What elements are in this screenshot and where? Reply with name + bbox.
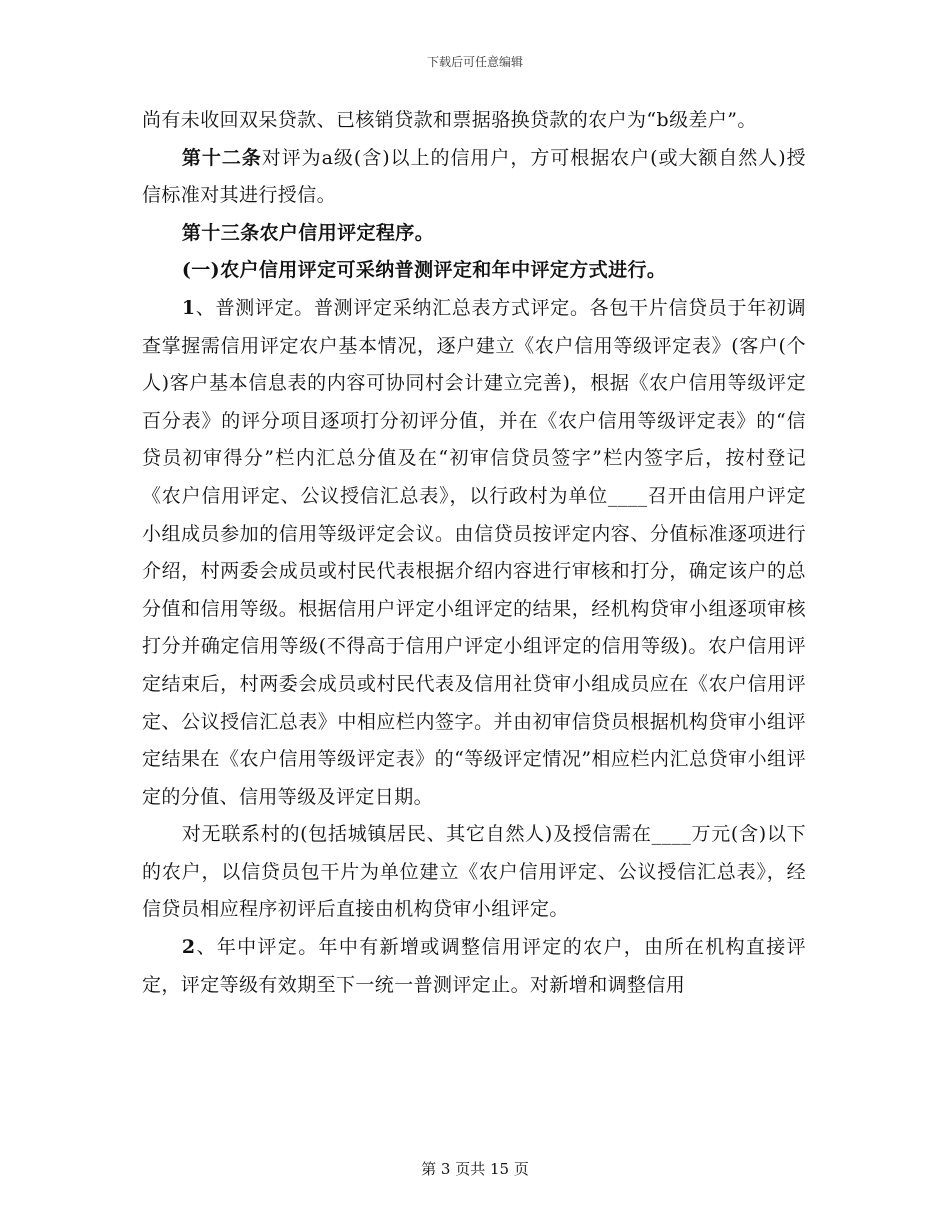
article-12-text: 对评为a级(含)以上的信用户，方可根据农户(或大额自然人)授信标准对其进行授信。	[142, 146, 807, 207]
page-number-footer: 第 3 页共 15 页	[421, 1160, 529, 1178]
header-note: 下载后可任意编辑	[426, 55, 523, 69]
item-2-text: 、年中评定。年中有新增或调整信用评定的农户，由所在机构直接评定，评定等级有效期至下一统一普测评定止。对新增和调整信用	[142, 936, 806, 996]
section-1-heading: (一)农户信用评定可采纳普测评定和年中评定方式进行。	[181, 259, 667, 282]
paragraph-midyear-evaluation	[142, 929, 806, 1004]
article-12-heading: 第十二条	[181, 146, 262, 169]
article-13-heading: 第十三条农户信用评定程序。	[181, 221, 435, 244]
item-1-number: 1	[181, 296, 196, 319]
paragraph-non-contact-village: 对无联系村的(包括城镇居民、其它自然人)及授信需在____万元(含)以下的农户，以信贷员包干片为单位建立《农户信用评定、公议授信汇总表》，经信贷员相应程序初评后直接由机构贷审小组评定。	[142, 823, 806, 921]
item-1-text: 、普测评定。普测评定采纳汇总表方式评定。各包干片信贷员于年初调查掌握需信用评定农户基本情况，逐户建立《农户信用等级评定表》(客户(个人)客户基本信息表的内容可协同村会计建立完善)，根据《农户信用等级评定百分表》的评分项目逐项打分初评分值，并在《农户信用等级评定表》的“信贷员初审得分”栏内汇总分值及在“初审信贷员签字”栏内签字后，按村登记《农户信用评定、公议授信汇总表》，以行政村为单位____召开由信用户评定小组成员参加的信用等级评定会议。由信贷员按评定内容、分值标准逐项进行介绍，村两委会成员或村民代表根据介绍内容进行审核和打分，确定该户的总分值和信用等级。根据信用户评定小组评定的结果，经机构贷审小组逐项审核打分并确定信用等级(不得高于信用户评定小组评定的信用等级)。农户信用评定结束后，村两委会成员或村民代表及信用社贷审小组成员应在《农户信用评定、公议授信汇总表》中相应栏内签字。并由初审信贷员根据机构贷审小组评定结果在《农户信用等级评定表》的“等级评定情况”相应栏内汇总贷审小组评定的分值、信用等级及评定日期。	[142, 296, 806, 808]
paragraph-2	[142, 140, 806, 215]
body-text	[142, 102, 806, 1004]
paragraph-1: 尚有未收回双呆贷款、已核销贷款和票据骆换贷款的农户为“b级差户”。	[142, 109, 757, 131]
paragraph-survey-evaluation	[142, 290, 806, 816]
item-2-number: 2	[181, 936, 196, 959]
